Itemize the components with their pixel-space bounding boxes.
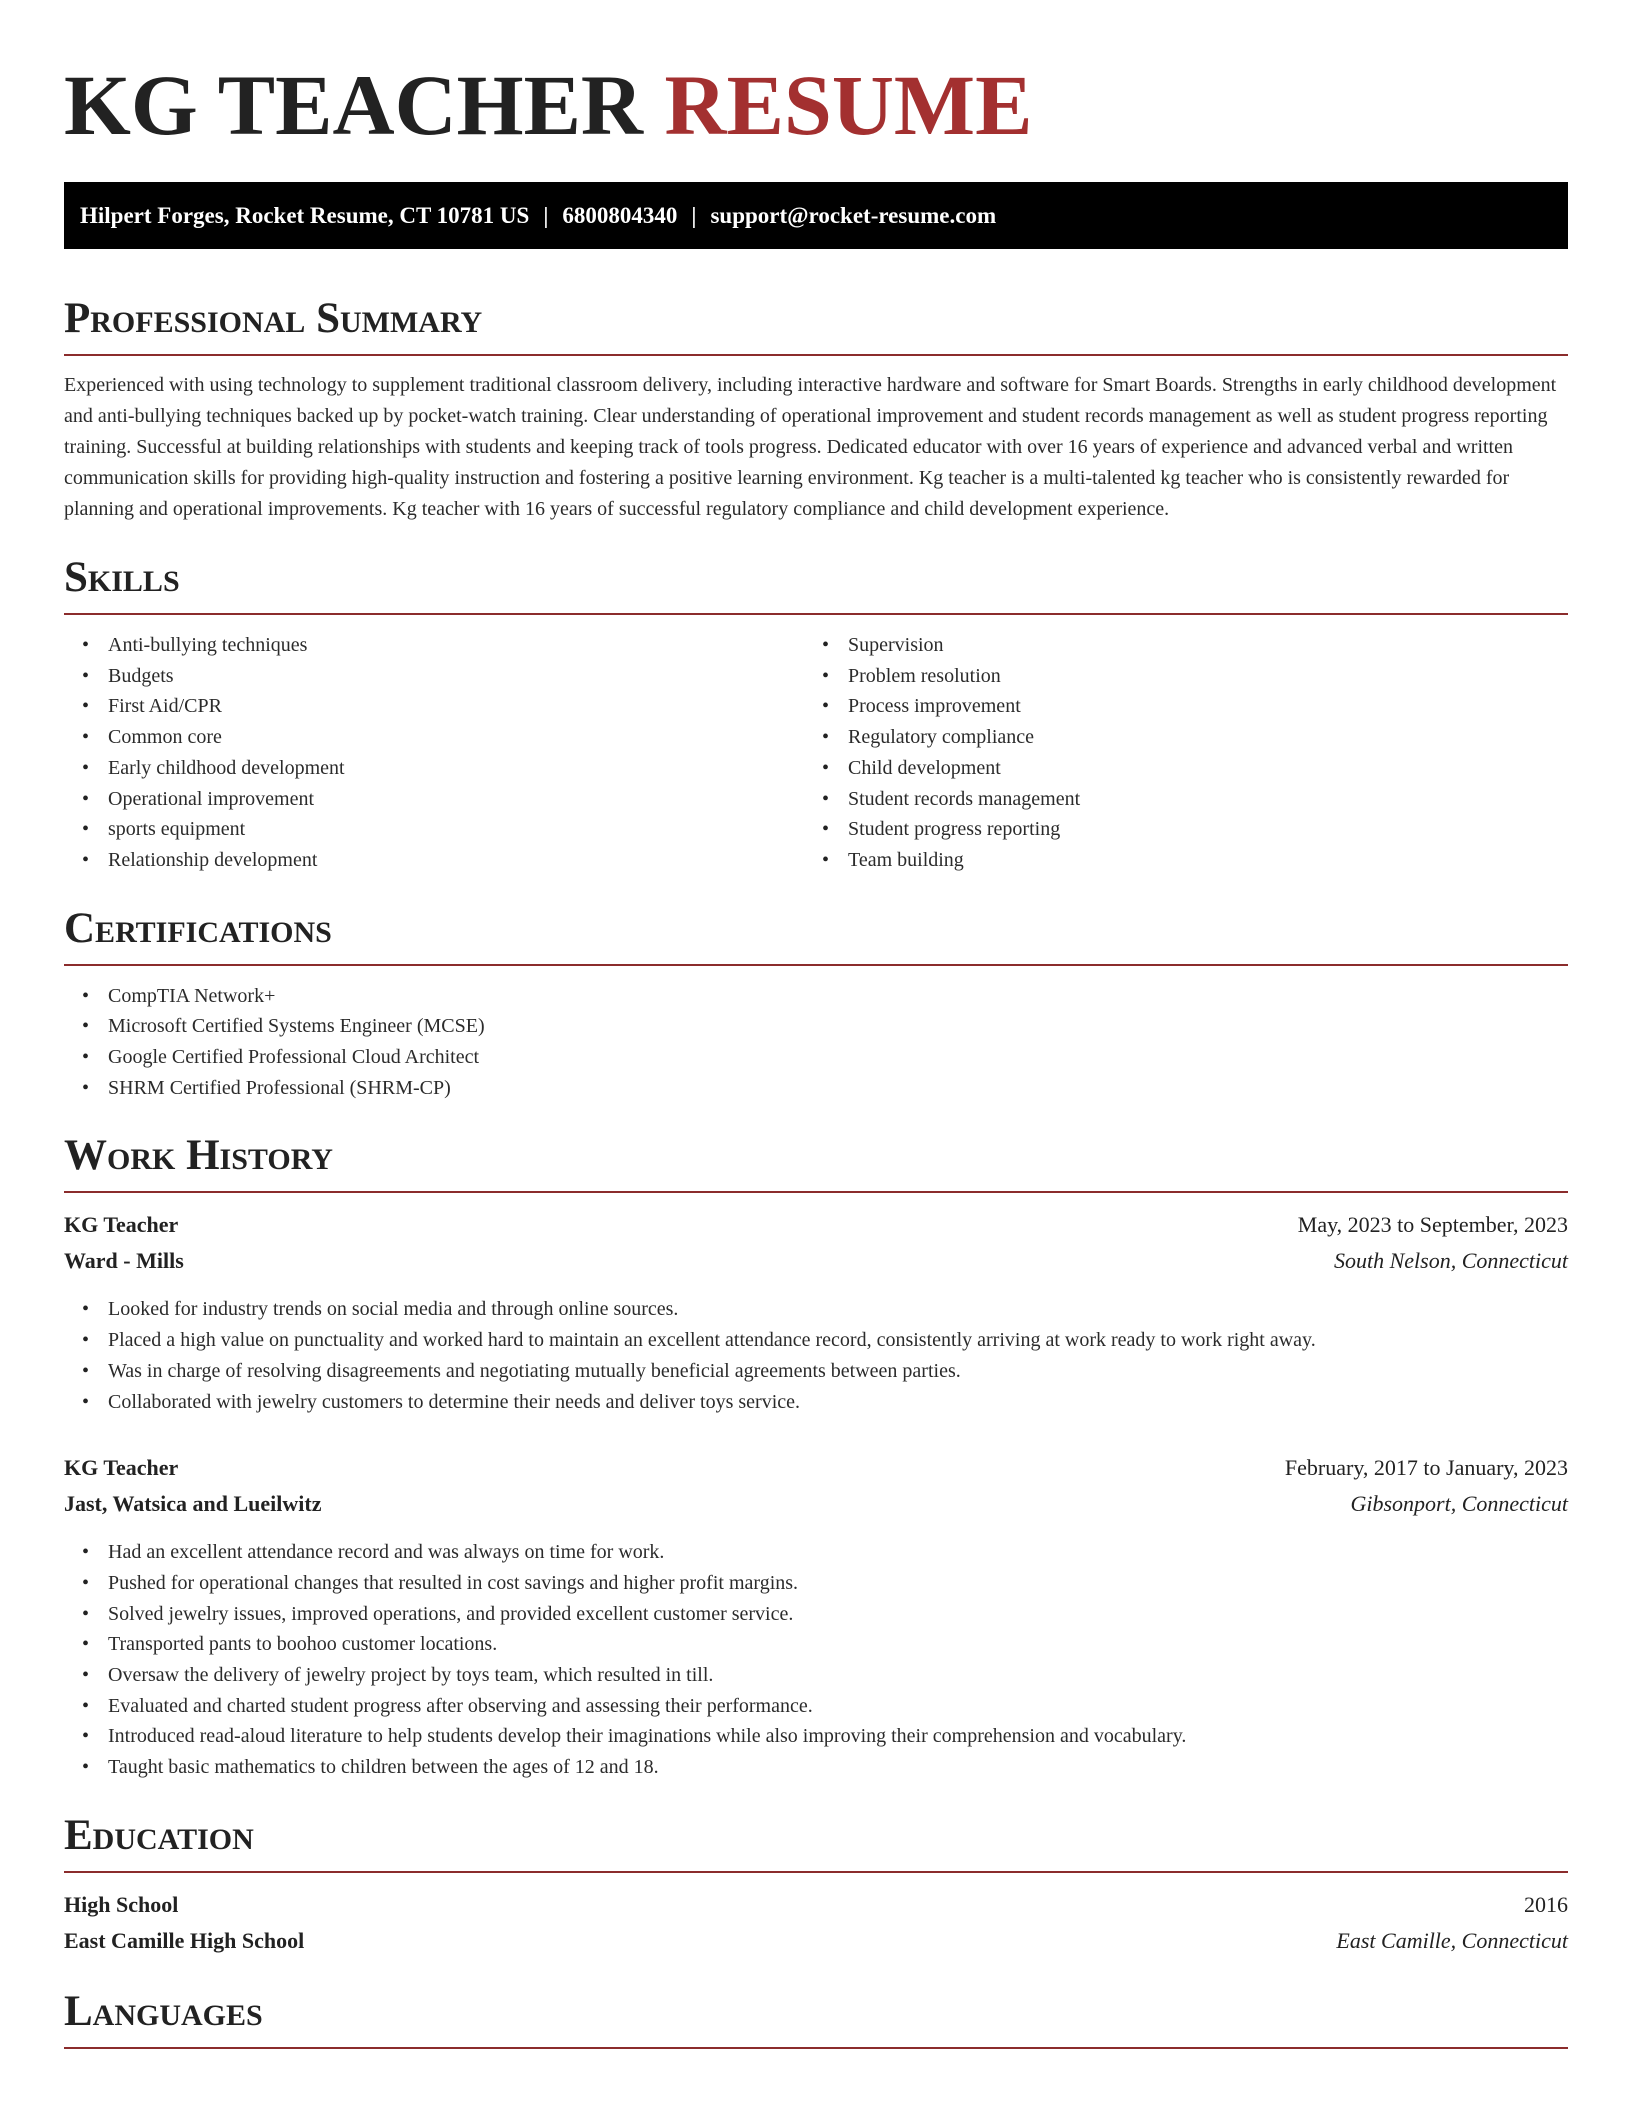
job-employer-row — [64, 1243, 1568, 1279]
skill-item: • Budgets — [64, 661, 804, 692]
job-duty-item: • Oversaw the delivery of jewelry project by toys team, which resulted in till. — [64, 1660, 1568, 1691]
education-location: East Camille, Connecticut — [1336, 1927, 1568, 1953]
skill-item: • Regulatory compliance — [804, 722, 1544, 753]
work-history-section — [64, 1131, 1568, 1782]
job-location: Gibsonport, Connecticut — [1350, 1491, 1568, 1517]
contact-phone[interactable]: 6800804340 — [562, 203, 678, 228]
job-duty-item: • Transported pants to boohoo customer locations. — [64, 1629, 1568, 1660]
job-duty-item: • Evaluated and charted student progress after observing and assessing their performance. — [64, 1691, 1568, 1722]
skill-item: • Anti-bullying techniques — [64, 630, 804, 661]
job-header-row — [64, 1207, 1568, 1243]
job-duties-list — [64, 1537, 1568, 1783]
job-dates: February, 2017 to January, 2023 — [1284, 1455, 1568, 1481]
section-divider — [64, 1871, 1568, 1873]
job-employer-row — [64, 1486, 1568, 1522]
skill-item: • Student progress reporting — [804, 814, 1544, 845]
skills-column-right — [804, 615, 1544, 876]
skill-item: • Child development — [804, 753, 1544, 784]
job-duty-item: • Had an excellent attendance record and was always on time for work. — [64, 1537, 1568, 1568]
skills-list-left — [64, 630, 804, 876]
contact-separator: | — [543, 203, 549, 228]
contact-separator: | — [691, 203, 697, 228]
job-duty-item: • Placed a high value on punctuality and worked hard to maintain an excellent attendance record, consistently arriving at work ready to work right away. — [64, 1325, 1568, 1356]
job-title: KG Teacher — [64, 1212, 179, 1238]
skills-section — [64, 553, 1568, 876]
job-duty-item: • Introduced read-aloud literature to help students develop their imaginations while also improving their comprehension and vocabulary. — [64, 1721, 1568, 1752]
job-duty-item: • Pushed for operational changes that resulted in cost savings and higher profit margins. — [64, 1568, 1568, 1599]
education-year: 2016 — [1524, 1891, 1568, 1917]
education-school: East Camille High School — [64, 1927, 305, 1953]
summary-text: Experienced with using technology to supplement traditional classroom delivery, including interactive hardware and software for Smart Boards. Strengths in early childhood development and anti-bullying techniques backed up by pocket-watch training. Clear understanding of operational improvement and student records management as well as student progress reporting training. Successful at building relationships with students and keeping track of tools progress. Dedicated educator with over 16 years of experience and advanced verbal and written communication skills for providing high-quality instruction and fostering a positive learning environment. Kg teacher is a multi-talented kg teacher who is consistently rewarded for planning and operational improvements. Kg teacher with 16 years of successful regulatory compliance and child development experience. — [64, 374, 1557, 520]
skill-item: • Supervision — [804, 630, 1544, 661]
section-divider — [64, 964, 1568, 966]
resume-title — [64, 0, 1568, 152]
section-title-education: Education — [64, 1811, 254, 1859]
certification-item: • CompTIA Network+ — [64, 981, 1568, 1012]
job-duty-item: • Solved jewelry issues, improved operations, and provided excellent customer service. — [64, 1599, 1568, 1630]
contact-address: Hilpert Forges, Rocket Resume, CT 10781 US — [80, 203, 530, 228]
job-location: South Nelson, Connecticut — [1333, 1248, 1568, 1274]
education-header-row — [64, 1887, 1568, 1923]
job-entry — [64, 1450, 1568, 1783]
section-title-languages: Languages — [64, 1987, 263, 2035]
certifications-list — [64, 981, 1568, 1104]
certifications-section — [64, 904, 1568, 1104]
job-header-row — [64, 1450, 1568, 1486]
job-duty-item: • Looked for industry trends on social media and through online sources. — [64, 1294, 1568, 1325]
title-accent: RESUME — [664, 57, 1033, 153]
certification-item: • Google Certified Professional Cloud Architect — [64, 1042, 1568, 1073]
skill-item: • Operational improvement — [64, 784, 804, 815]
job-duty-item: • Collaborated with jewelry customers to determine their needs and deliver toys service. — [64, 1387, 1568, 1418]
education-entry — [64, 1887, 1568, 1959]
skill-item: • sports equipment — [64, 814, 804, 845]
certification-item: • SHRM Certified Professional (SHRM-CP) — [64, 1073, 1568, 1104]
job-duties-list — [64, 1294, 1568, 1417]
contact-email[interactable]: support@rocket-resume.com — [710, 203, 997, 228]
skills-column-left — [64, 615, 804, 876]
job-duty-item: • Was in charge of resolving disagreements and negotiating mutually beneficial agreements between parties. — [64, 1356, 1568, 1387]
skill-item: • Problem resolution — [804, 661, 1544, 692]
section-title-skills: Skills — [64, 554, 180, 601]
skill-item: • Common core — [64, 722, 804, 753]
skill-item: • Relationship development — [64, 845, 804, 876]
skill-item: • Process improvement — [804, 691, 1544, 722]
skill-item: • Early childhood development — [64, 753, 804, 784]
resume-page — [64, 0, 1568, 2049]
job-employer: Ward - Mills — [64, 1248, 184, 1274]
job-entry — [64, 1207, 1568, 1417]
section-title-work-history: Work History — [64, 1132, 333, 1180]
summary-section — [64, 294, 1568, 525]
section-title-certifications: Certifications — [64, 904, 332, 952]
job-dates: May, 2023 to September, 2023 — [1297, 1212, 1568, 1238]
skills-columns — [64, 615, 1568, 876]
job-employer: Jast, Watsica and Lueilwitz — [64, 1491, 322, 1517]
certification-item: • Microsoft Certified Systems Engineer (MCSE) — [64, 1011, 1568, 1042]
contact-bar — [64, 182, 1568, 249]
education-degree: High School — [64, 1891, 179, 1917]
skill-item: • Student records management — [804, 784, 1544, 815]
skill-item: • First Aid/CPR — [64, 691, 804, 722]
skills-list-right — [804, 630, 1544, 876]
job-duty-item: • Taught basic mathematics to children between the ages of 12 and 18. — [64, 1752, 1568, 1783]
section-title-summary: Professional Summary — [64, 295, 483, 342]
title-main: KG TEACHER — [64, 57, 644, 153]
education-section — [64, 1811, 1568, 1959]
skill-item: • Team building — [804, 845, 1544, 876]
section-divider — [64, 2047, 1568, 2049]
languages-section — [64, 1987, 1568, 2049]
job-title: KG Teacher — [64, 1455, 179, 1481]
section-divider — [64, 1191, 1568, 1193]
education-school-row — [64, 1923, 1568, 1959]
section-divider — [64, 354, 1568, 356]
